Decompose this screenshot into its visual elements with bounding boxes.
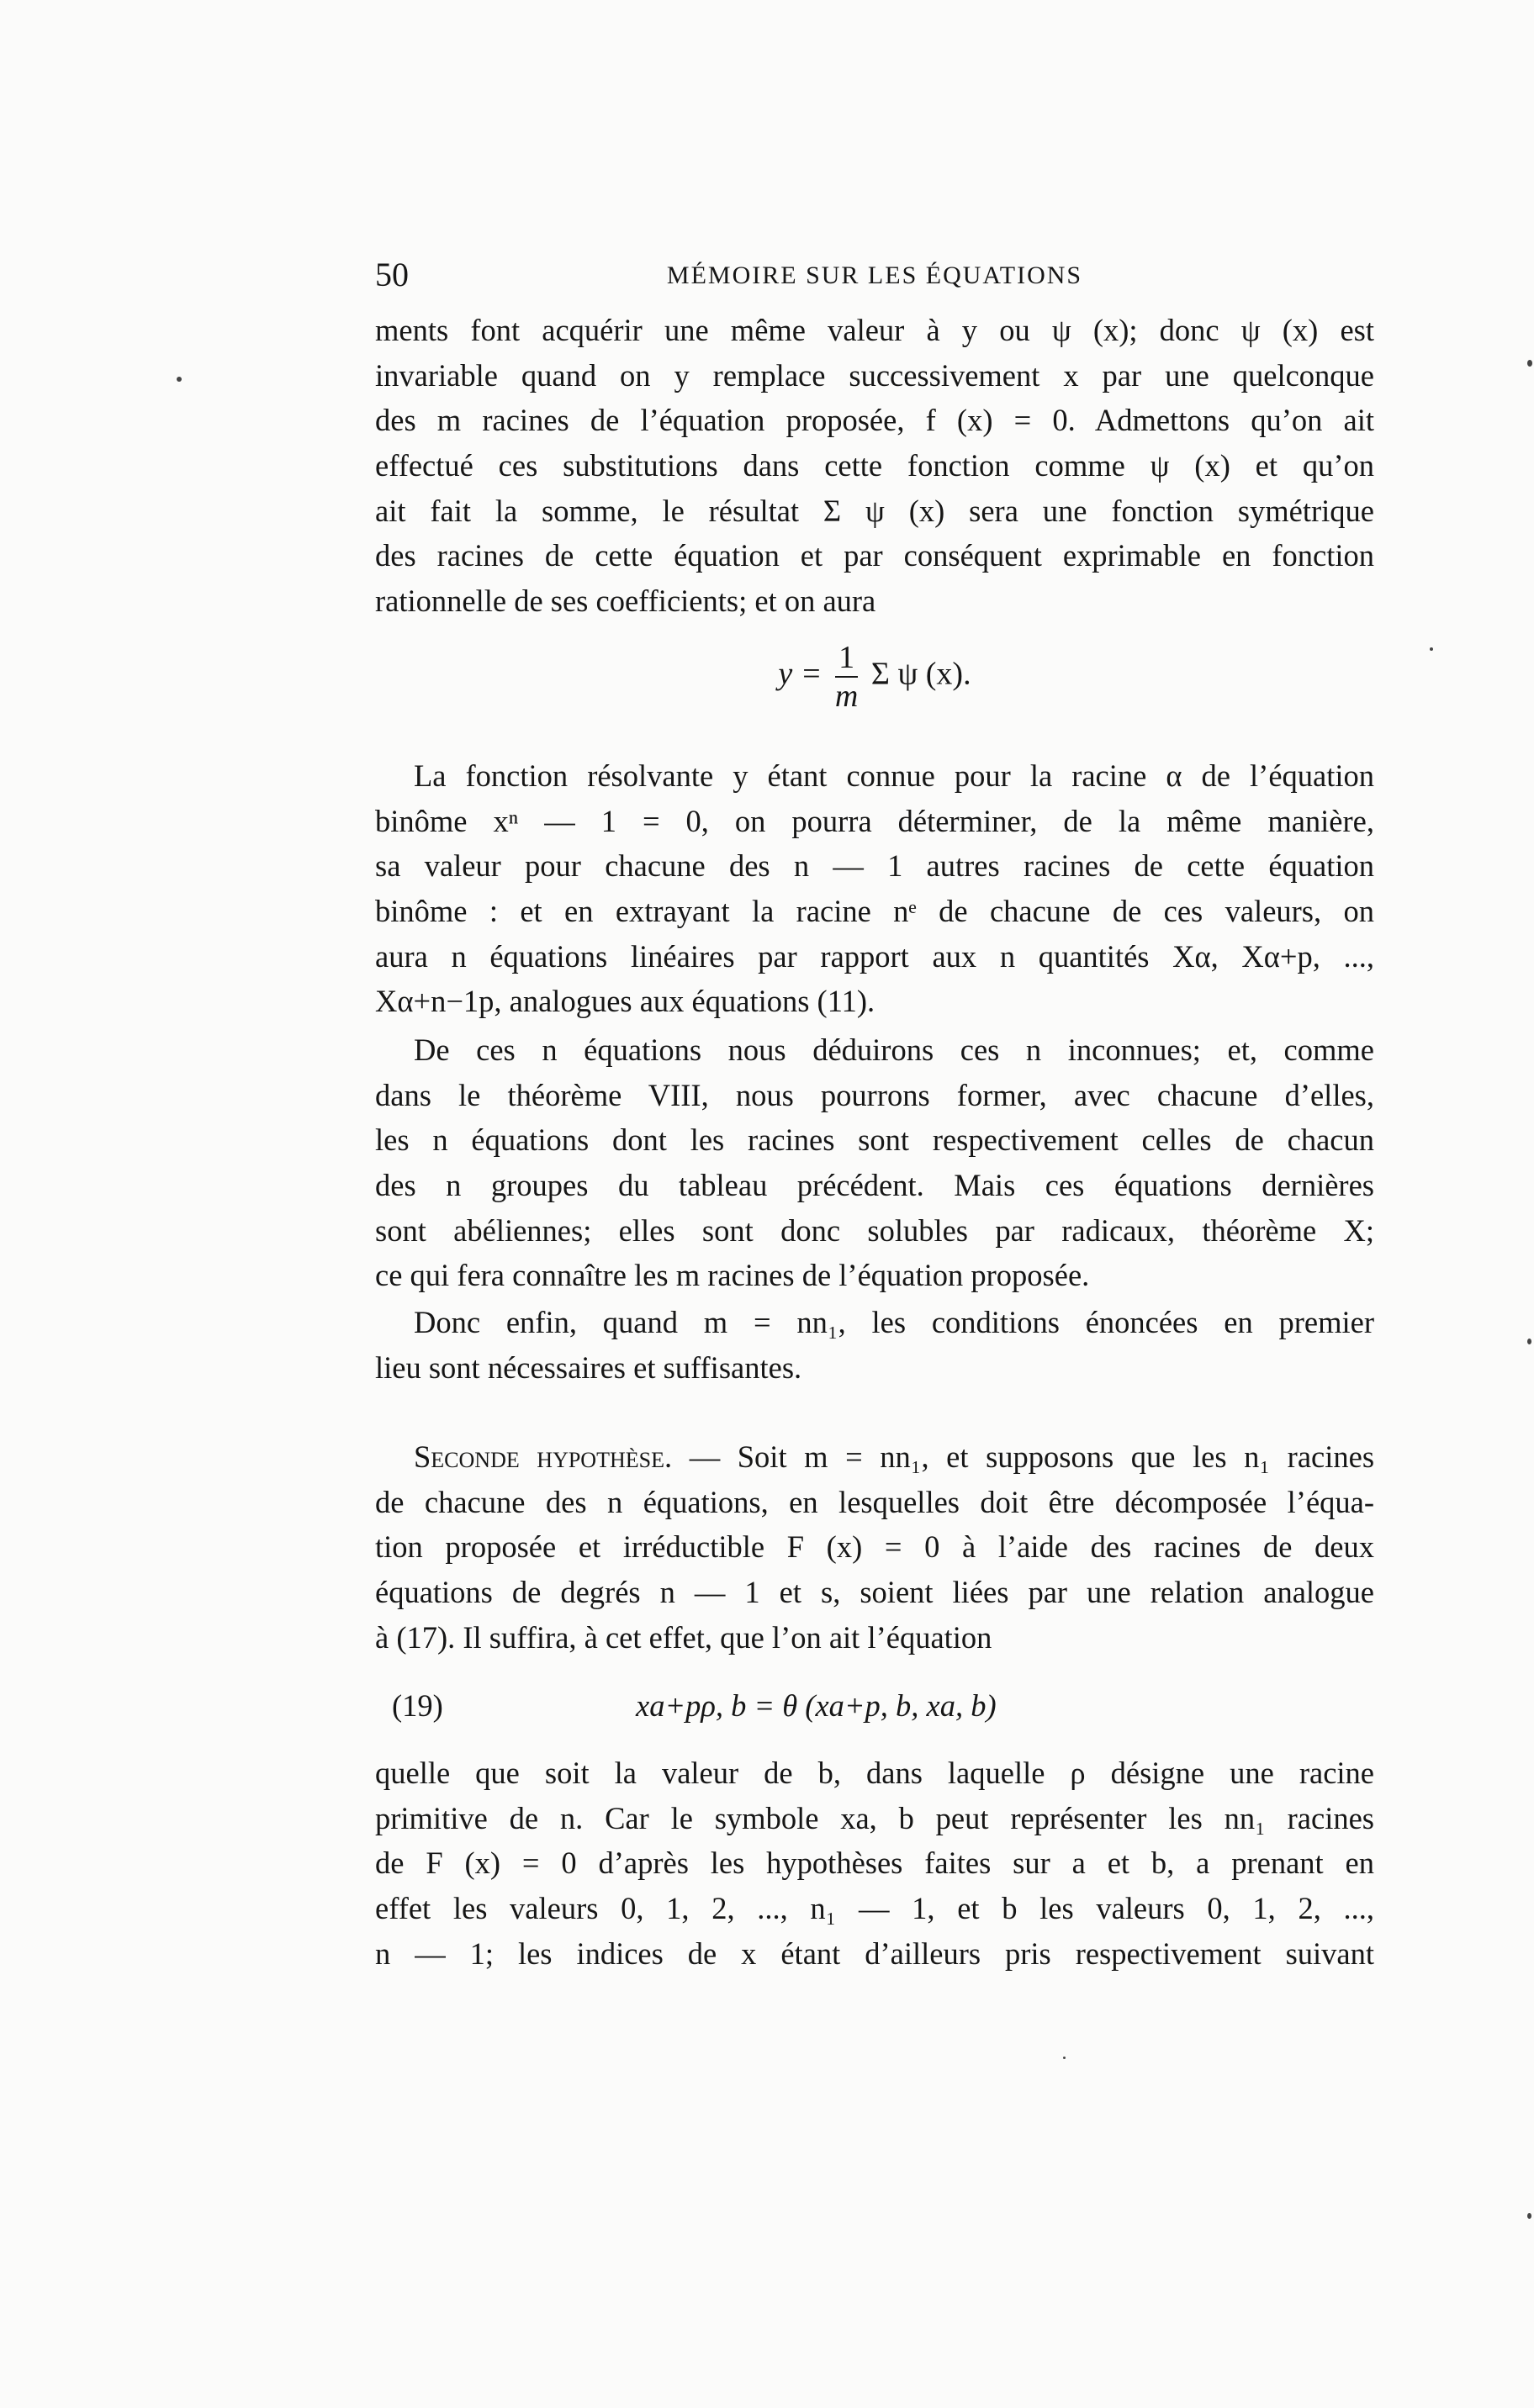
text-line: rationnelle de ses coefficients; et on aura xyxy=(375,584,876,619)
scan-speck xyxy=(1430,647,1433,651)
text-line: ce qui fera connaître les m racines de l’équation proposée. xyxy=(375,1258,1090,1293)
equation-19 xyxy=(375,1683,1374,1729)
running-title: MÉMOIRE SUR LES ÉQUATIONS xyxy=(666,261,1083,289)
text-line: des m racines de l’équation proposée, f (x) = 0. Admettons qu’on ait xyxy=(375,403,1374,438)
fraction-numerator: 1 xyxy=(835,639,858,678)
text-line: à (17). Il suffira, à cet effet, que l’on ait l’équation xyxy=(375,1619,992,1655)
equation-body: xa+pρ, b = θ (xa+p, b, xa, b) xyxy=(636,1688,997,1723)
paragraph-1 xyxy=(375,308,1374,624)
fraction-denominator: m xyxy=(834,679,859,714)
page-header xyxy=(375,254,1374,296)
page-number: 50 xyxy=(375,256,409,293)
text-line: effectué ces substitutions dans cette fonction comme ψ (x) et qu’on xyxy=(375,448,1374,483)
fraction xyxy=(835,639,858,715)
text-line: sa valeur pour chacune des n — 1 autres racines de cette équation xyxy=(375,848,1374,884)
section-heading: Seconde hypothèse. xyxy=(414,1439,673,1474)
text-line: ait fait la somme, le résultat Σ ψ (x) sera une fonction symétrique xyxy=(375,493,1374,528)
text-line: aura n équations linéaires par rapport aux n quantités Xα, Xα+p, ..., xyxy=(375,938,1374,974)
equation-lhs: y = xyxy=(778,656,823,692)
paragraph-6 xyxy=(375,1751,1374,1976)
text-line xyxy=(375,1434,1374,1480)
paragraph-3 xyxy=(375,1027,1374,1298)
text-line: dans le théorème VIII, nous pourrons former, avec chacune d’elles, xyxy=(375,1077,1374,1112)
text-line: invariable quand on y remplace successivement x par une quelconque xyxy=(375,357,1374,393)
text-line: de chacune des n équations, en lesquelles doit être décomposée l’équa- xyxy=(375,1484,1374,1519)
text-line: des racines de cette équation et par conséquent exprimable en fonction xyxy=(375,538,1374,573)
paragraph-2 xyxy=(375,753,1374,1024)
scan-speck xyxy=(177,377,182,382)
text-line: lieu sont nécessaires et suffisantes. xyxy=(375,1349,802,1385)
text-line: tion proposée et irréductible F (x) = 0 à l’aide des racines de deux xyxy=(375,1529,1374,1565)
text-line: quelle que soit la valeur de b, dans laquelle ρ désigne une racine xyxy=(375,1756,1374,1790)
display-equation xyxy=(375,639,1374,715)
text-line: Xα+n−1p, analogues aux équations (11). xyxy=(375,984,875,1019)
scan-speck xyxy=(1063,2057,1066,2059)
text-line: binôme xⁿ — 1 = 0, on pourra déterminer, de la même manière, xyxy=(375,803,1374,838)
text-line: de F (x) = 0 d’après les hypothèses faites sur a et b, a prenant en xyxy=(375,1846,1374,1881)
text-line: équations de degrés n — 1 et s, soient liées par une relation analogue xyxy=(375,1575,1374,1610)
text-line: effet les valeurs 0, 1, 2, ..., n₁ — 1, et b les valeurs 0, 1, 2, ..., xyxy=(375,1891,1374,1926)
paragraph-4 xyxy=(375,1300,1374,1390)
text-line: De ces n équations nous déduirons ces n inconnues; et, comme xyxy=(414,1032,1374,1067)
text-line: n — 1; les indices de x étant d’ailleurs pris respectivement suivant xyxy=(375,1935,1374,1971)
equation-rhs: Σ ψ (x). xyxy=(870,656,971,692)
equation-number: (19) xyxy=(392,1688,443,1723)
scan-speck xyxy=(1527,1339,1531,1344)
scan-speck xyxy=(1527,2213,1531,2219)
text-line: les n équations dont les racines sont respectivement celles de chacun xyxy=(375,1122,1374,1158)
text-line: des n groupes du tableau précédent. Mais ces équations dernières xyxy=(375,1168,1374,1203)
text-line: binôme : et en extrayant la racine nᵉ de chacune de ces valeurs, on xyxy=(375,894,1374,929)
text-line: Donc enfin, quand m = nn₁, les conditions énoncées en premier xyxy=(414,1305,1374,1339)
text-line: sont abéliennes; elles sont donc solubles par radicaux, théorème X; xyxy=(375,1212,1374,1248)
scan-speck xyxy=(1527,360,1532,367)
paragraph-5 xyxy=(375,1434,1374,1660)
text-line: primitive de n. Car le symbole xa, b peut représenter les nn₁ racines xyxy=(375,1800,1374,1835)
text-line: ments font acquérir une même valeur à y ou ψ (x); donc ψ (x) est xyxy=(375,313,1374,347)
text-line: La fonction résolvante y étant connue pour la racine α de l’équation xyxy=(414,758,1374,793)
heading-continuation: — Soit m = nn₁, et supposons que les n₁ racines xyxy=(689,1439,1375,1474)
